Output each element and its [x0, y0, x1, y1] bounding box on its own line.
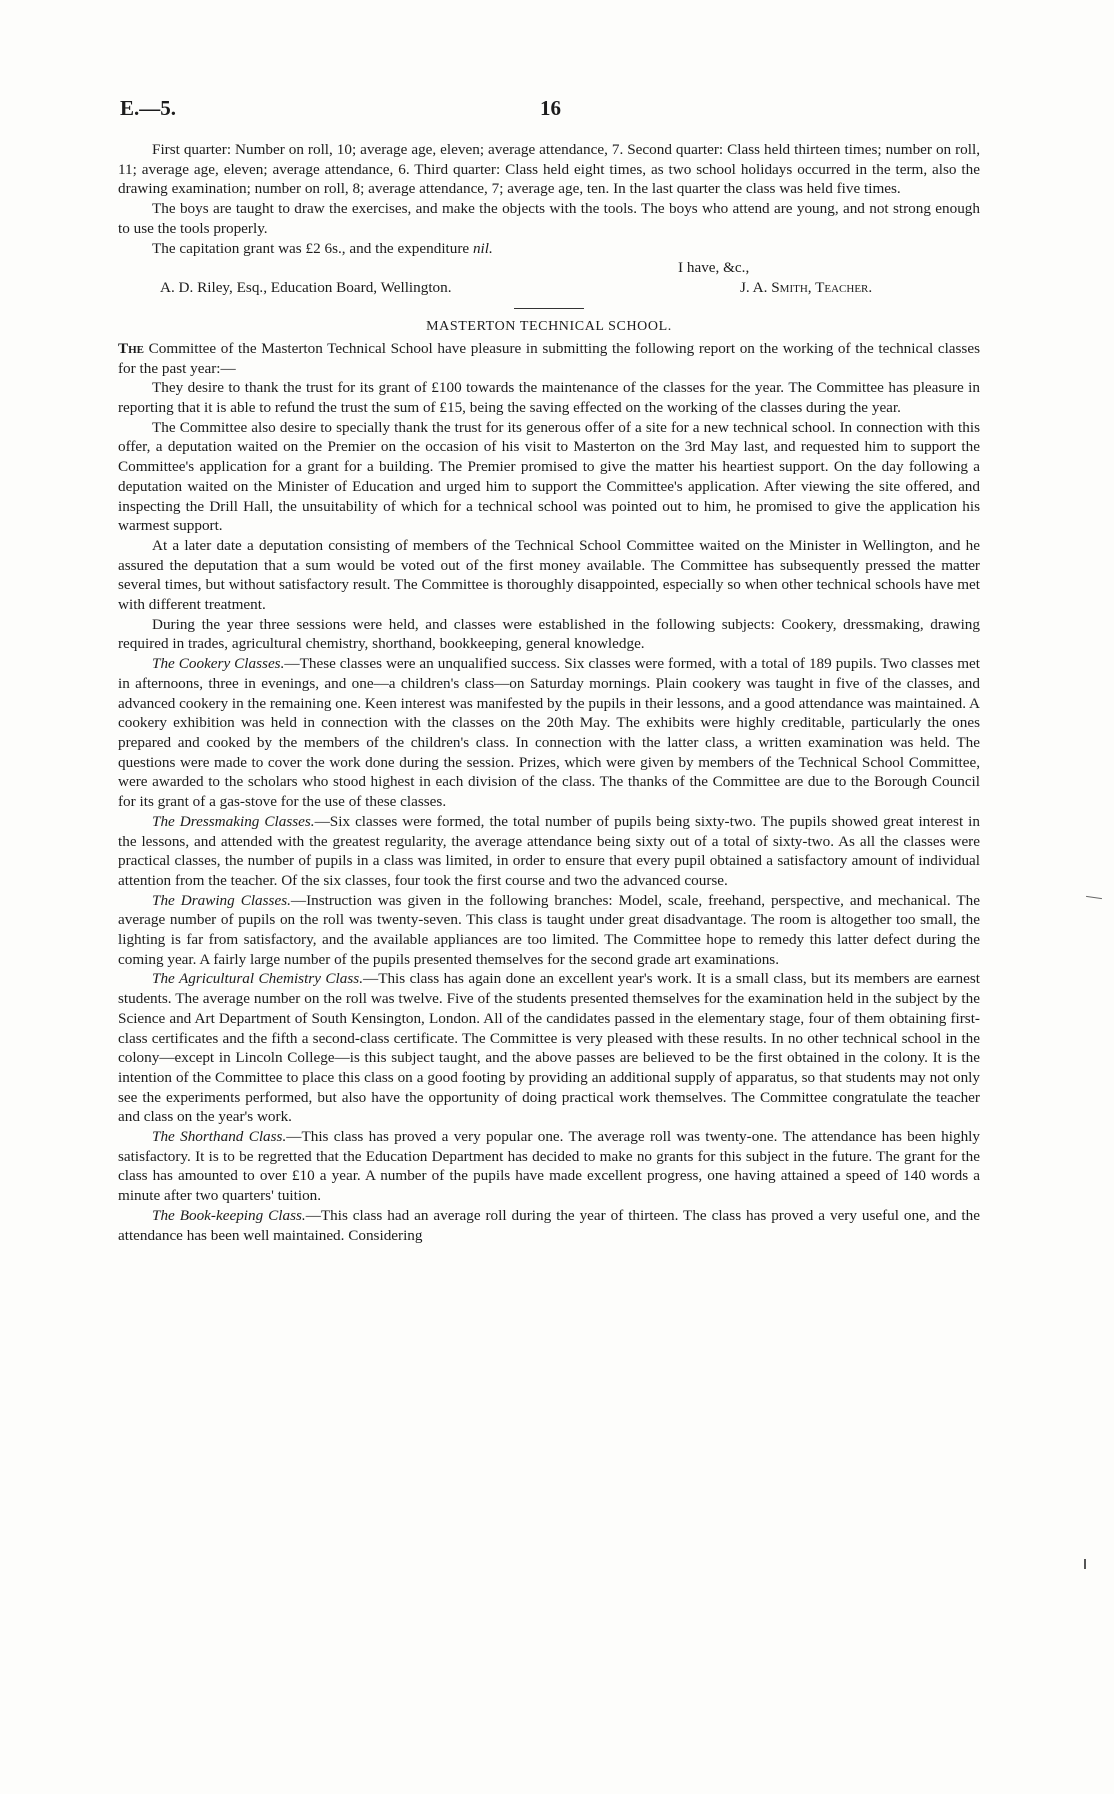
- lead-word: The: [118, 339, 145, 357]
- cookery-paragraph: [118, 654, 980, 812]
- closing-text: I have, &c.,: [678, 259, 750, 277]
- body-text: [118, 140, 980, 1245]
- page-number: 16: [540, 96, 561, 120]
- signature: J. A. Smith, Teacher.: [740, 279, 873, 297]
- class-title: The Dressmaking Classes.: [152, 812, 315, 830]
- text-run: Committee of the Masterton Technical School have pleasure in submitting the following report on the working of the technical classes for the past year:—: [118, 339, 980, 377]
- text-run: —These classes were an unqualified success. Six classes were formed, with a total of 189 pupils. Two classes met in afternoons, three in evenings, and one—a children's class—on Saturday mornings. Plain cookery was taught in five of the classes, and advanced cookery in the remaining one. Keen interest was manifested by the pupils in their lessons, and a good attendance was maintained. A cookery exhibition was held in connection with the classes on the 20th May. The exhibits were highly creditable, particularly the ones prepared and cooked by the members of the children's class. In connection with the latter class, a written examination was held. The questions were made to cover the work done during the session. Prizes, which were given by members of the Technical School Committee, were awarded to the scholars who stood highest in each division of the class. The thanks of the Committee are due to the Borough Council for its grant of a gas-stove for the use of these classes.: [118, 655, 980, 811]
- report-intro: [118, 339, 980, 378]
- report-paragraph: They desire to thank the trust for its grant of £100 towards the maintenance of the classes for the year. The Committee has pleasure in reporting that it is able to refund the trust the sum of £15, being the saving effected on the working of the classes during the year.: [118, 379, 980, 417]
- margin-mark: [1084, 1559, 1092, 1569]
- letter-paragraph: The boys are taught to draw the exercises, and make the objects with the tools. The boys who attend are young, and not strong enough to use the tools properly.: [118, 200, 980, 237]
- margin-mark: [1086, 896, 1102, 899]
- dressmaking-paragraph: [118, 812, 980, 891]
- text-run: —This class has again done an excellent year's work. It is a small class, but its members are earnest students. The average number on the roll was twelve. Five of the students presented themselves for the examination held in the subject by the Science and Art Department of South Kensington, London. All of the candidates passed in the elementary stage, four of them obtaining first-class certificates and the fifth a second-class certificate. The Committee is very pleased with these results. In no other technical school in the colony—except in Lincoln College—is this subject taught, and the above passes are believed to be the first obtained in the colony. It is the intention of the Committee to place this class on a good footing by providing an additional supply of apparatus, so that students may not only see the experiments performed, but also have the opportunity of doing practical work themselves. The Committee congratulate the teacher and class on the year's work.: [118, 970, 980, 1126]
- class-title: The Drawing Classes.: [152, 891, 291, 909]
- addressee: A. D. Riley, Esq., Education Board, Wellington.: [160, 279, 452, 297]
- letter-paragraph: [118, 239, 980, 259]
- text-run: —This class had an average roll during the year of thirteen. The class has proved a very useful one, and the attendance has been well maintained. Considering: [118, 1206, 980, 1244]
- document-code: E.—5.: [120, 96, 177, 120]
- drawing-paragraph: [118, 891, 980, 970]
- class-title: The Cookery Classes.: [152, 655, 285, 673]
- report-paragraph: The Committee also desire to specially thank the trust for its generous offer of a site for a new technical school. In connection with this offer, a deputation waited on the Premier on the occasion of his visit to Masterton on the 3rd May last, and requested him to support the Committee's application for a grant for a building. The Premier promised to give the matter his heartiest support. On the day following a deputation waited on the Minister of Education and urged him to support the Committee's application. After viewing the site offered, and inspecting the Drill Hall, the unsuitability of which for a technical school was pointed out to him, he promised to give the application his warmest support.: [118, 418, 980, 535]
- page-header: [120, 96, 980, 126]
- letter-closing: [118, 258, 980, 278]
- class-title: The Book-keeping Class.: [152, 1206, 306, 1224]
- italic-word: nil.: [472, 239, 493, 257]
- bookkeeping-paragraph: [118, 1206, 980, 1245]
- class-title: The Agricultural Chemistry Class.: [152, 970, 363, 988]
- agricultural-chemistry-paragraph: [118, 969, 980, 1127]
- section-heading: MASTERTON TECHNICAL SCHOOL.: [426, 319, 672, 335]
- text-run: The capitation grant was £2 6s., and the expenditure: [152, 239, 473, 257]
- section-divider: [514, 308, 584, 309]
- text-run: —Instruction was given in the following branches: Model, scale, freehand, perspective, and mechanical. The average number of pupils on the roll was twenty-seven. This class is taught under great disadvantage. The room is altogether too small, the lighting is far from satisfactory, and the available appliances are too limited. The Committee hope to remedy this latter defect during the coming year. A fairly large number of the pupils presented themselves for the second grade art examinations.: [118, 891, 980, 968]
- letter-signature-line: [118, 278, 980, 302]
- text-run: —Six classes were formed, the total number of pupils being sixty-two. The pupils showed great interest in the lessons, and attended with the greatest regularity, the average attendance being sixty out of a total of sixty-two. As all the classes were practical classes, the number of pupils in a class was limited, in order to ensure that every pupil obtained a satisfactory amount of individual attention from the teacher. Of the six classes, four took the first course and two the advanced course.: [118, 812, 980, 889]
- report-paragraph: During the year three sessions were held, and classes were established in the following subjects: Cookery, dressmaking, drawing required in trades, agricultural chemistry, shorthand, bookkeeping, general knowledge.: [118, 615, 980, 653]
- report-paragraph: At a later date a deputation consisting of members of the Technical School Committee waited on the Minister in Wellington, and he assured the deputation that a sum would be voted out of the first money available. The Committee has subsequently pressed the matter several times, but without satisfactory result. The Committee is thoroughly disappointed, especially so when other technical schools have met with different treatment.: [118, 536, 980, 614]
- letter-paragraph: First quarter: Number on roll, 10; average age, eleven; average attendance, 7. Second quarter: Class held thirteen times; number on roll, 11; average age, eleven; average attendance, 6. Third quarter: Class held eight times, as two school holidays occurred in the term, also the drawing examination; number on roll, 8; average attendance, 7; average age, ten. In the last quarter the class was held five times.: [118, 141, 980, 198]
- class-title: The Shorthand Class.: [152, 1128, 287, 1146]
- text-run: —This class has proved a very popular one. The average roll was twenty-one. The attendance has been highly satisfactory. It is to be regretted that the Education Department has decided to make no grants for this subject in the future. The grant for the class has amounted to over £10 a year. A number of the pupils have made excellent progress, one having attained a speed of 140 words a minute after two quarters' tuition.: [118, 1128, 980, 1205]
- shorthand-paragraph: [118, 1127, 980, 1206]
